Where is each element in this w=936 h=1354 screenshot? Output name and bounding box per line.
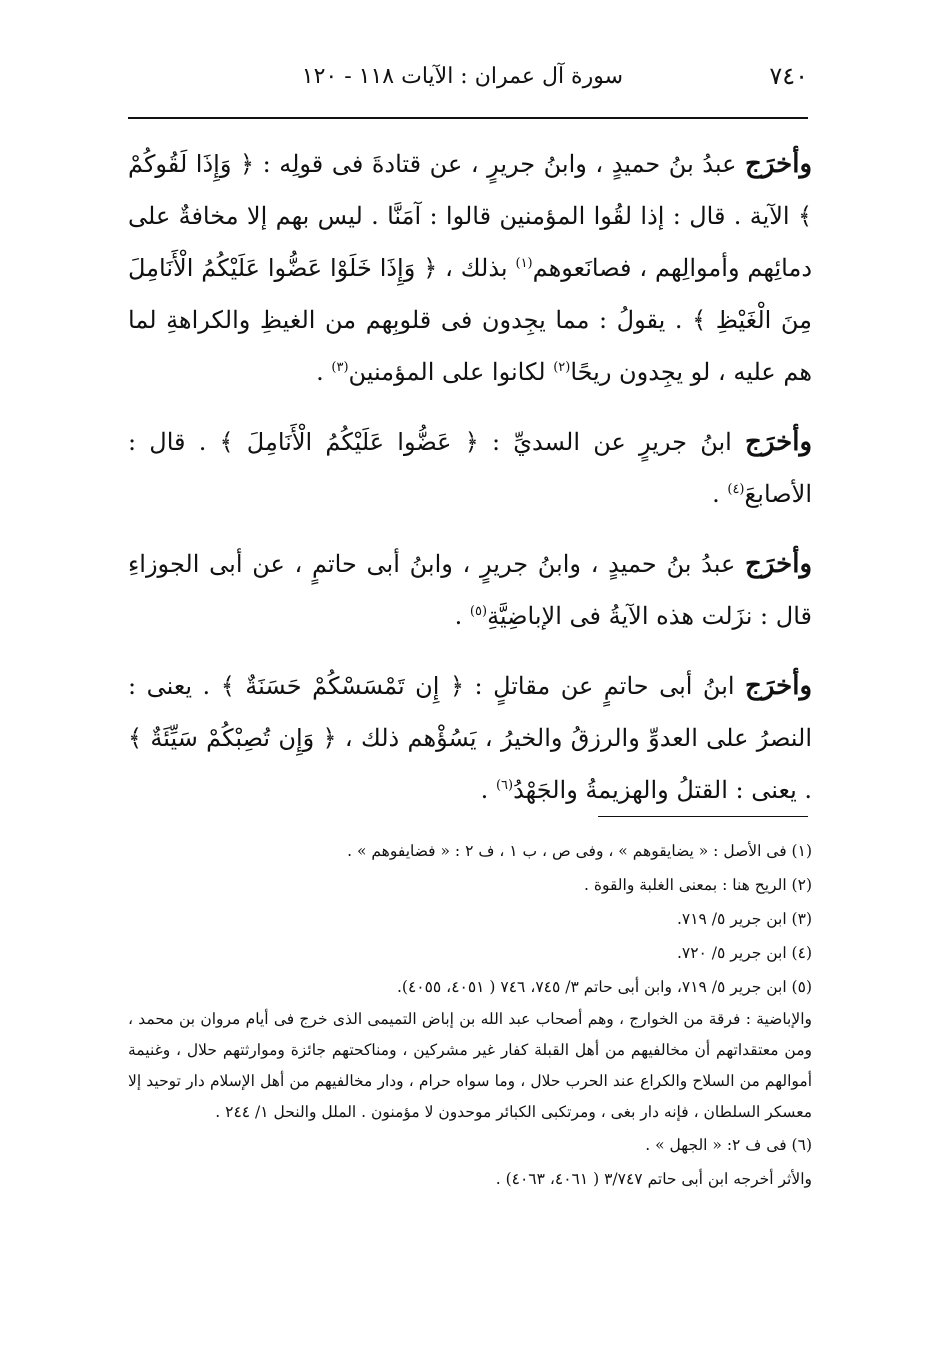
footnote-ref: (٢) (553, 360, 571, 375)
paragraph-text: بذلك ، (437, 254, 516, 282)
paragraph-text: . يعنى : القتلُ والهزيمةُ والجَهْدُ (513, 776, 812, 804)
footnote-5-note: والإباضية : فرقة من الخوارج ، وهم أصحاب عبد الله بن إباض التميمى الذى خرج فى أيام مروان بن محمد ، ومن معتقداتهم أن مخالفيهم من أهل القبلة كفار غير مشركين ، ومناكحتهم جائزة وموارثتهم حلال ، وغنيمة أموالهم من السلاح والكراع عند الحرب حلال ، وما سواه حرام ، ودار مخالفيهم من أهل الإسلام دار توحيد إلا معسكر السلطان ، فإنه دار بغى ، ومرتكبى الكبائر موحدون لا مؤمنون . الملل والنحل ١/ ٢٤٤ . (128, 1010, 812, 1121)
quran-quote: ﴿ إِن تَمْسَسْكُمْ حَسَنَةٌ ﴾ (220, 672, 465, 700)
paragraph-text: ابنُ جريرٍ عن السديِّ : (478, 428, 746, 456)
quran-quote: ﴿ وَإِن تُصِبْكُمْ سَيِّئَةٌ ﴾ (128, 724, 337, 752)
paragraph-text: . (480, 776, 496, 804)
paragraph-text: . (712, 480, 728, 508)
paragraph-4 (128, 660, 812, 816)
footnote-3: (٣) ابن جرير ٥/ ٧١٩. (676, 910, 812, 928)
paragraph-1 (128, 138, 812, 398)
paragraph-lead: وأخرَج (745, 149, 813, 179)
running-title: سورة آل عمران : الآيات ١١٨ - ١٢٠ (301, 64, 623, 89)
header-rule (128, 117, 808, 119)
paragraph-text: . يعنى : النصرُ على العدوِّ والرزقُ والخيرُ ، يَسُؤْهم ذلك ، (128, 672, 812, 752)
paragraph-text: . قال : الأصابعَ (128, 428, 812, 508)
page-header (128, 62, 808, 104)
footnote-2: (٢) الريح هنا : بمعنى الغلبة والقوة . (583, 876, 812, 894)
paragraph-text: عبدُ بنُ حميدٍ ، وابنُ جريرٍ ، عن قتادةَ فى قولِه : (254, 150, 746, 178)
paragraph-text: ابنُ أبى حاتمٍ عن مقاتلٍ : (464, 672, 746, 700)
footnote-ref: (٥) (469, 604, 488, 619)
footnote-6: (٦) فى ف ٢: « الجهل » . (645, 1136, 812, 1154)
quran-quote: ﴿ وَإِذَا خَلَوْا عَضُّوا عَلَيْكُمُ الْأَنَامِلَ مِنَ الْغَيْظِ ﴾ (128, 254, 812, 334)
page-number: ٧٤٠ (769, 62, 808, 90)
footnotes (128, 834, 812, 1196)
footnote-ref: (١) (515, 256, 533, 271)
footnote-ref: (٣) (331, 360, 349, 375)
paragraph-lead: وأخرَج (745, 549, 812, 579)
footnote-6-note: والأثر أخرجه ابن أبى حاتم ٣/٧٤٧ ( ٤٠٦١، ٤٠٦٣) . (495, 1170, 812, 1188)
main-text (128, 138, 812, 834)
paragraph-lead: وأخرَج (745, 427, 813, 457)
footnote-rule (598, 816, 808, 817)
footnote-4: (٤) ابن جرير ٥/ ٧٢٠. (676, 944, 812, 962)
footnote-1: (١) فى الأصل : « يضايقوهم » ، وفى ص ، ب ١ ، ف ٢ : « فضايفوهم » . (347, 842, 812, 860)
quran-quote: ﴿ وَإِذَا لَقُوكُمْ ﴾ (128, 150, 812, 230)
paragraph-text: . يقولُ : مما يجِدون فى قلوبِهم من الغيظِ والكراهةِ لما هم عليه ، لو يجِدون ريحًا (128, 306, 812, 386)
paragraph-text: . (454, 602, 470, 630)
paragraph-text: الآية . قال : إذا لقُوا المؤمنين قالوا : آمَنَّا . ليس بهم إلا مخافةٌ على دمائِهم وأموالِهم ، فصانَعوهم (128, 202, 813, 282)
footnote-5: (٥) ابن جرير ٥/ ٧١٩، وابن أبى حاتم ٣/ ٧٤٥، ٧٤٦ ( ٤٠٥١، ٤٠٥٥). (396, 978, 812, 996)
paragraph-lead: وأخرَج (745, 671, 813, 701)
quran-quote: ﴿ عَضُّوا عَلَيْكُمُ الْأَنَامِلَ ﴾ (219, 428, 479, 456)
paragraph-3 (128, 538, 812, 642)
paragraph-text: . (316, 358, 332, 386)
footnote-ref: (٤) (727, 482, 745, 497)
paragraph-text: عبدُ بنُ حميدٍ ، وابنُ جريرٍ ، وابنُ أبى حاتمٍ ، عن أبى الجوزاءِ قال : نزَلت هذه الآيةُ فى الإباضِيَّةِ (128, 550, 812, 630)
footnote-ref: (٦) (495, 778, 514, 793)
paragraph-2 (128, 416, 812, 520)
paragraph-text: لكانوا على المؤمنين (348, 358, 554, 386)
